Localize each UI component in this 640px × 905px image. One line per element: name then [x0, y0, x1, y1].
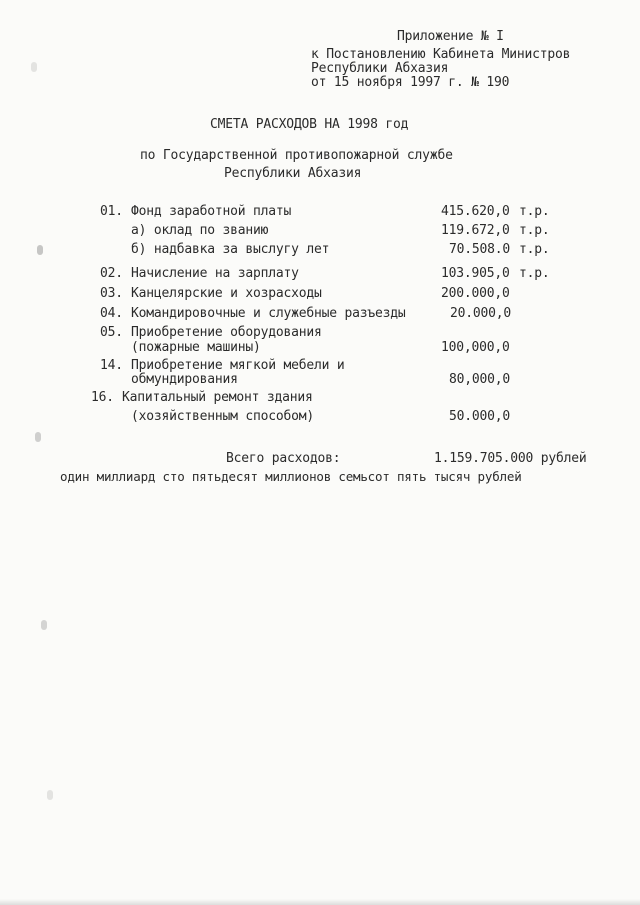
item-number: 04.: [100, 306, 123, 321]
document-title: СМЕТА РАСХОДОВ НА 1998 год: [210, 117, 409, 132]
item-label: Приобретение оборудования: [131, 325, 322, 340]
item-label: Начисление на зарплату: [131, 266, 299, 281]
item-number: 16.: [91, 390, 114, 405]
item-unit: т.р.: [519, 223, 550, 238]
appendix-label: Приложение № I: [397, 29, 504, 44]
item-amount: 103.905,0: [441, 266, 510, 281]
scan-speck: [41, 620, 47, 630]
document-subtitle-1: по Государственной противопожарной службе: [140, 148, 453, 163]
document-subtitle-2: Республики Абхазия: [224, 166, 362, 181]
item-label: б) надбавка за выслугу лет: [131, 242, 330, 257]
item-amount: 20.000,0: [450, 306, 512, 321]
item-number: 03.: [100, 286, 123, 301]
item-unit: т.р.: [519, 242, 550, 257]
item-amount: 415.620,0: [441, 204, 510, 219]
decree-line-2: Республики Абхазия: [311, 61, 449, 76]
scan-edge-shadow: [0, 899, 640, 905]
scan-speck: [35, 432, 41, 442]
item-label-continued: обмундирования: [131, 372, 238, 387]
decree-line-1: к Постановлению Кабинета Министров: [311, 47, 571, 62]
item-label: Капитальный ремонт здания: [122, 390, 313, 405]
item-label: Канцелярские и хозрасходы: [131, 286, 322, 301]
scan-speck: [37, 245, 43, 255]
item-amount: 100,000,0: [441, 340, 510, 355]
item-amount: 80,000,0: [449, 372, 511, 387]
item-label: а) оклад по званию: [131, 223, 269, 238]
item-number: 02.: [100, 266, 123, 281]
scan-speck: [31, 62, 37, 72]
item-number: 05.: [100, 325, 123, 340]
item-label-continued: (пожарные машины): [131, 340, 261, 355]
item-number: 01.: [100, 204, 123, 219]
item-amount: 200.000,0: [441, 286, 510, 301]
item-number: 14.: [100, 358, 123, 373]
scan-speck: [47, 790, 53, 800]
item-label: Командировочные и служебные разъезды: [131, 306, 406, 321]
item-label: Приобретение мягкой мебели и: [131, 358, 345, 373]
item-amount: 70.508.0: [449, 242, 511, 257]
item-label-continued: (хозяйственным способом): [131, 409, 315, 424]
item-amount: 119.672,0: [441, 223, 510, 238]
total-in-words: один миллиард сто пятьдесят миллионов семьсот пять тысяч рублей: [60, 469, 522, 484]
item-label: Фонд заработной платы: [131, 204, 292, 219]
total-amount: 1.159.705.000 рублей: [434, 451, 587, 466]
item-amount: 50.000,0: [449, 409, 511, 424]
decree-date: от 15 ноября 1997 г. № 190: [311, 75, 510, 90]
item-unit: т.р.: [519, 266, 550, 281]
item-unit: т.р.: [519, 204, 550, 219]
total-label: Всего расходов:: [226, 451, 341, 466]
